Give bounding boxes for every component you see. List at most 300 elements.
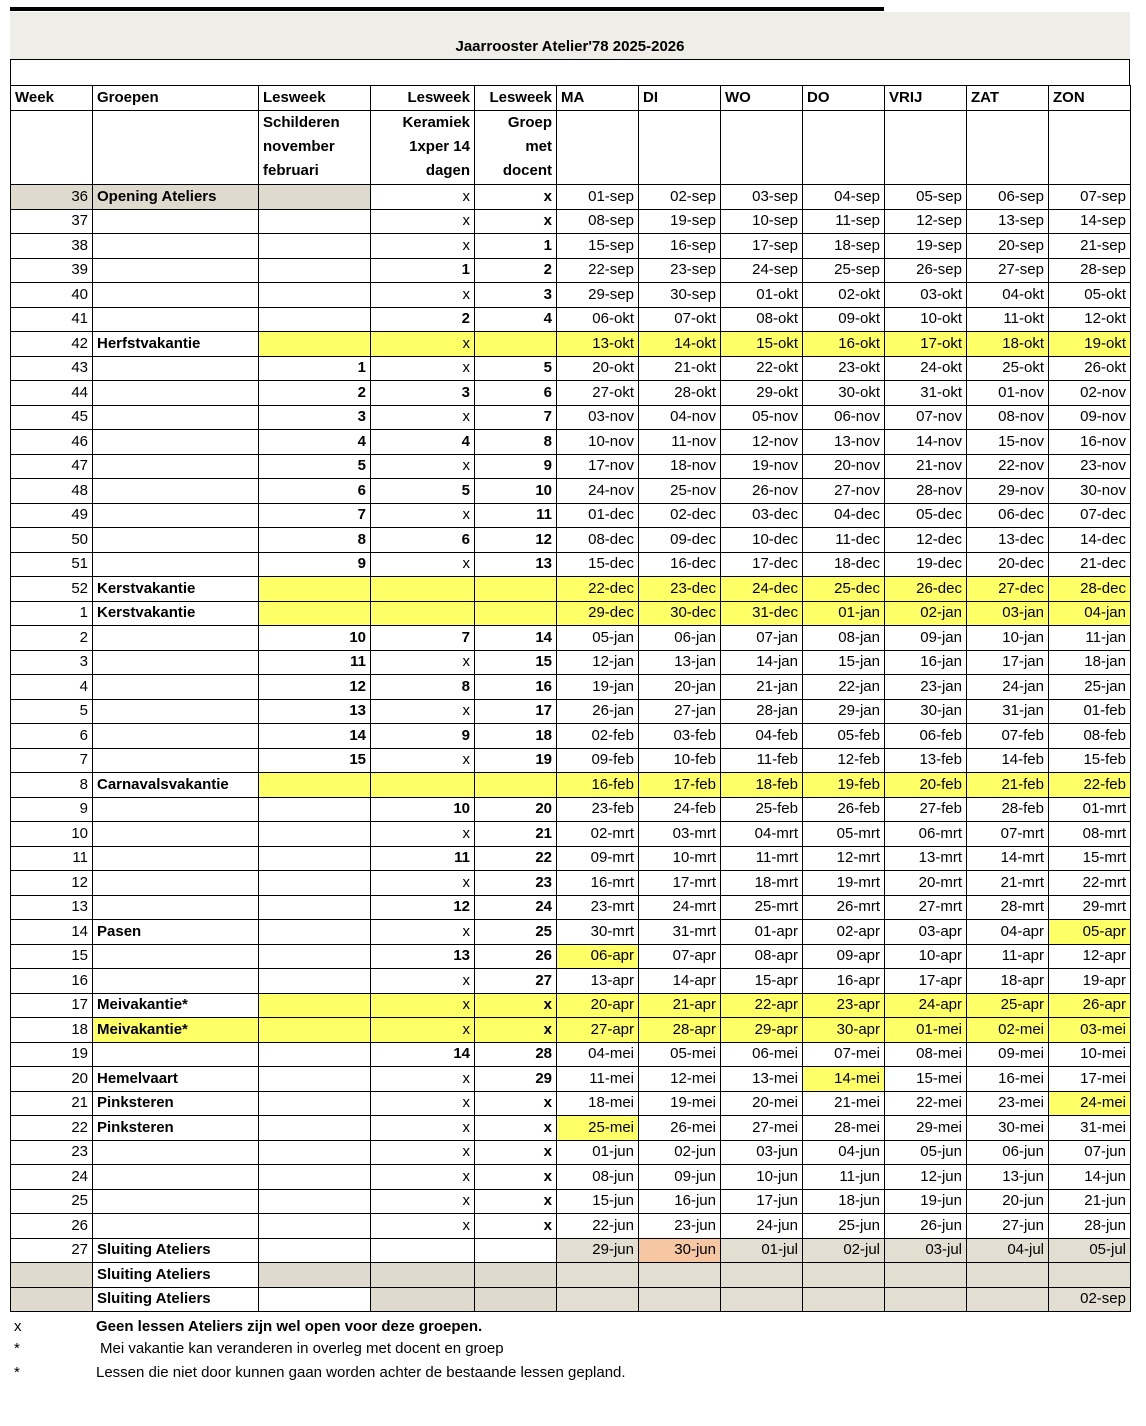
day-date: 03-jun — [721, 1140, 803, 1165]
day-date: 09-mei — [967, 1042, 1049, 1067]
day-date: 19-nov — [721, 454, 803, 479]
schedule-row — [11, 1263, 1131, 1288]
day-date: 12-jan — [557, 650, 639, 675]
lesson-week: 13 — [371, 944, 475, 969]
group-name: Hemelvaart — [93, 1067, 259, 1092]
day-date: 24-nov — [557, 479, 639, 504]
day-date: 12-sep — [885, 209, 967, 234]
day-date: 27-okt — [557, 381, 639, 406]
day-date: 12-okt — [1049, 307, 1131, 332]
day-date: 17-nov — [557, 454, 639, 479]
group-name — [93, 724, 259, 749]
day-date: 14-nov — [885, 430, 967, 455]
day-date: 26-feb — [803, 797, 885, 822]
week-number: 6 — [11, 724, 93, 749]
day-date: 08-feb — [1049, 724, 1131, 749]
group-name — [93, 969, 259, 994]
day-date: 15-apr — [721, 969, 803, 994]
lesson-week: 21 — [475, 822, 557, 847]
day-date: 30-mei — [967, 1116, 1049, 1141]
lesson-week — [259, 871, 371, 896]
day-date: 11-apr — [967, 944, 1049, 969]
day-date — [967, 1287, 1049, 1312]
day-date: 16-sep — [639, 234, 721, 259]
day-date: 31-okt — [885, 381, 967, 406]
day-date: 14-jan — [721, 650, 803, 675]
day-date: 26-jan — [557, 699, 639, 724]
lesson-week: x — [371, 1214, 475, 1239]
lesson-week: 4 — [259, 430, 371, 455]
day-date: 29-mrt — [1049, 895, 1131, 920]
day-date: 16-apr — [803, 969, 885, 994]
lesson-week — [259, 1263, 371, 1288]
lesson-week: x — [371, 650, 475, 675]
day-date: 16-jan — [885, 650, 967, 675]
footnote-mark: * — [14, 1340, 20, 1357]
day-date: 06-jun — [967, 1140, 1049, 1165]
schedule-row — [11, 650, 1131, 675]
schedule-row — [11, 1165, 1131, 1190]
day-date: 11-sep — [803, 209, 885, 234]
day-date: 03-apr — [885, 920, 967, 945]
group-name: Meivakantie* — [93, 993, 259, 1018]
day-date: 25-dec — [803, 577, 885, 602]
day-date: 06-okt — [557, 307, 639, 332]
day-date: 26-apr — [1049, 993, 1131, 1018]
lesson-week: 29 — [475, 1067, 557, 1092]
day-date: 15-jan — [803, 650, 885, 675]
day-date: 13-dec — [967, 528, 1049, 553]
day-date: 24-sep — [721, 258, 803, 283]
day-date: 28-mei — [803, 1116, 885, 1141]
week-number: 15 — [11, 944, 93, 969]
day-date: 25-apr — [967, 993, 1049, 1018]
week-number — [11, 1263, 93, 1288]
column-header: MA — [557, 86, 639, 111]
day-date: 29-sep — [557, 283, 639, 308]
day-date: 02-okt — [803, 283, 885, 308]
group-name — [93, 307, 259, 332]
day-date: 15-sep — [557, 234, 639, 259]
group-name — [93, 258, 259, 283]
lesson-week: x — [371, 234, 475, 259]
group-name — [93, 846, 259, 871]
day-date: 18-jun — [803, 1189, 885, 1214]
day-date: 29-apr — [721, 1018, 803, 1043]
footnote-text: Mei vakantie kan veranderen in overleg met docent en groep — [100, 1340, 504, 1357]
lesson-week — [475, 773, 557, 798]
lesson-week: 20 — [475, 797, 557, 822]
lesson-week: 13 — [475, 552, 557, 577]
day-date: 28-okt — [639, 381, 721, 406]
day-date: 05-mrt — [803, 822, 885, 847]
day-date: 05-dec — [885, 503, 967, 528]
schedule-row — [11, 773, 1131, 798]
lesson-week — [259, 234, 371, 259]
day-date: 05-jul — [1049, 1238, 1131, 1263]
day-date: 09-apr — [803, 944, 885, 969]
lesson-week: 2 — [475, 258, 557, 283]
group-name — [93, 1189, 259, 1214]
day-date: 10-mrt — [639, 846, 721, 871]
day-date: 21-sep — [1049, 234, 1131, 259]
title-band — [10, 12, 1130, 59]
lesson-week: x — [371, 185, 475, 210]
day-date: 10-apr — [885, 944, 967, 969]
schedule-row — [11, 1140, 1131, 1165]
lesson-week: 5 — [371, 479, 475, 504]
day-date: 15-okt — [721, 332, 803, 357]
week-number: 19 — [11, 1042, 93, 1067]
lesson-week: 13 — [259, 699, 371, 724]
schedule-row — [11, 430, 1131, 455]
week-number: 12 — [11, 871, 93, 896]
day-date: 08-apr — [721, 944, 803, 969]
group-name — [93, 283, 259, 308]
column-header: DI — [639, 86, 721, 111]
schedule-row — [11, 479, 1131, 504]
day-date: 11-mei — [557, 1067, 639, 1092]
day-date: 31-jan — [967, 699, 1049, 724]
lesson-week: x — [475, 993, 557, 1018]
day-date: 17-mrt — [639, 871, 721, 896]
day-date: 01-mei — [885, 1018, 967, 1043]
day-date: 03-okt — [885, 283, 967, 308]
day-date: 01-okt — [721, 283, 803, 308]
lesson-week: 11 — [259, 650, 371, 675]
column-header: WO — [721, 86, 803, 111]
day-date: 18-mei — [557, 1091, 639, 1116]
week-number: 8 — [11, 773, 93, 798]
page-title: Jaarrooster Atelier'78 2025-2026 — [455, 38, 685, 55]
day-date: 05-feb — [803, 724, 885, 749]
lesson-week: 6 — [475, 381, 557, 406]
day-date: 20-feb — [885, 773, 967, 798]
day-date: 09-dec — [639, 528, 721, 553]
day-date: 16-mei — [967, 1067, 1049, 1092]
day-date: 17-feb — [639, 773, 721, 798]
day-date: 06-apr — [557, 944, 639, 969]
week-number: 16 — [11, 969, 93, 994]
day-date: 13-apr — [557, 969, 639, 994]
day-date: 22-jun — [557, 1214, 639, 1239]
day-date: 07-sep — [1049, 185, 1131, 210]
day-date: 10-mei — [1049, 1042, 1131, 1067]
week-number: 13 — [11, 895, 93, 920]
day-date: 09-mrt — [557, 846, 639, 871]
day-date: 24-okt — [885, 356, 967, 381]
day-date: 07-jan — [721, 626, 803, 651]
day-date: 23-feb — [557, 797, 639, 822]
lesson-week: 10 — [475, 479, 557, 504]
lesson-week: 7 — [475, 405, 557, 430]
schedule-row — [11, 920, 1131, 945]
day-date: 19-feb — [803, 773, 885, 798]
header-row — [11, 86, 1131, 111]
column-subheader — [721, 111, 803, 185]
lesson-week — [259, 601, 371, 626]
lesson-week — [371, 577, 475, 602]
group-name: Sluiting Ateliers — [93, 1287, 259, 1312]
day-date: 04-feb — [721, 724, 803, 749]
lesson-week: 16 — [475, 675, 557, 700]
week-number: 36 — [11, 185, 93, 210]
day-date: 29-nov — [967, 479, 1049, 504]
schedule-row — [11, 944, 1131, 969]
day-date — [557, 1263, 639, 1288]
week-number: 48 — [11, 479, 93, 504]
day-date: 25-jan — [1049, 675, 1131, 700]
schedule-row — [11, 528, 1131, 553]
lesson-week — [475, 1287, 557, 1312]
lesson-week — [259, 577, 371, 602]
week-number: 42 — [11, 332, 93, 357]
day-date: 20-sep — [967, 234, 1049, 259]
lesson-week — [259, 1116, 371, 1141]
lesson-week: 6 — [259, 479, 371, 504]
column-header: ZAT — [967, 86, 1049, 111]
schedule-row — [11, 381, 1131, 406]
day-date: 30-okt — [803, 381, 885, 406]
day-date: 23-mei — [967, 1091, 1049, 1116]
column-header: VRIJ — [885, 86, 967, 111]
schedule-row — [11, 552, 1131, 577]
day-date: 07-feb — [967, 724, 1049, 749]
lesson-week: x — [371, 1018, 475, 1043]
lesson-week: x — [371, 1116, 475, 1141]
schedule-row — [11, 748, 1131, 773]
day-date: 09-okt — [803, 307, 885, 332]
schedule-row — [11, 405, 1131, 430]
day-date: 12-nov — [721, 430, 803, 455]
day-date: 23-jun — [639, 1214, 721, 1239]
schedule-row — [11, 356, 1131, 381]
group-name: Pinksteren — [93, 1091, 259, 1116]
day-date: 19-mrt — [803, 871, 885, 896]
column-header: Groepen — [93, 86, 259, 111]
schedule-row — [11, 969, 1131, 994]
day-date: 14-apr — [639, 969, 721, 994]
day-date: 29-jun — [557, 1238, 639, 1263]
day-date: 08-nov — [967, 405, 1049, 430]
schedule-row — [11, 307, 1131, 332]
group-name — [93, 1214, 259, 1239]
day-date: 03-feb — [639, 724, 721, 749]
group-name: Carnavalsvakantie — [93, 773, 259, 798]
day-date: 19-jan — [557, 675, 639, 700]
schedule-row — [11, 258, 1131, 283]
week-number — [11, 1287, 93, 1312]
lesson-week: x — [475, 1091, 557, 1116]
lesson-week: 4 — [475, 307, 557, 332]
day-date: 23-nov — [1049, 454, 1131, 479]
day-date: 05-jun — [885, 1140, 967, 1165]
lesson-week: x — [475, 209, 557, 234]
day-date: 21-okt — [639, 356, 721, 381]
day-date: 04-mrt — [721, 822, 803, 847]
schedule-row — [11, 577, 1131, 602]
lesson-week — [259, 969, 371, 994]
schedule-row — [11, 1018, 1131, 1043]
day-date: 13-okt — [557, 332, 639, 357]
week-number: 5 — [11, 699, 93, 724]
day-date — [639, 1287, 721, 1312]
day-date: 03-dec — [721, 503, 803, 528]
week-number: 50 — [11, 528, 93, 553]
day-date: 27-mrt — [885, 895, 967, 920]
week-number: 4 — [11, 675, 93, 700]
schedule-row — [11, 1091, 1131, 1116]
day-date: 29-mei — [885, 1116, 967, 1141]
day-date: 14-okt — [639, 332, 721, 357]
lesson-week: x — [371, 969, 475, 994]
day-date: 07-okt — [639, 307, 721, 332]
schedule-table — [10, 85, 1131, 1312]
lesson-week: 11 — [475, 503, 557, 528]
day-date: 28-mrt — [967, 895, 1049, 920]
day-date: 08-dec — [557, 528, 639, 553]
day-date: 30-sep — [639, 283, 721, 308]
day-date: 26-nov — [721, 479, 803, 504]
schedule-row — [11, 283, 1131, 308]
day-date: 27-mei — [721, 1116, 803, 1141]
day-date: 02-jan — [885, 601, 967, 626]
group-name: Sluiting Ateliers — [93, 1263, 259, 1288]
lesson-week — [475, 577, 557, 602]
day-date: 17-jan — [967, 650, 1049, 675]
schedule-row — [11, 871, 1131, 896]
lesson-week: x — [371, 405, 475, 430]
footnote-mark: x — [14, 1318, 22, 1335]
day-date: 17-mei — [1049, 1067, 1131, 1092]
day-date: 19-okt — [1049, 332, 1131, 357]
day-date: 23-dec — [639, 577, 721, 602]
week-number: 1 — [11, 601, 93, 626]
lesson-week — [259, 1140, 371, 1165]
day-date: 17-dec — [721, 552, 803, 577]
lesson-week: 15 — [259, 748, 371, 773]
day-date: 31-mei — [1049, 1116, 1131, 1141]
day-date: 04-okt — [967, 283, 1049, 308]
day-date: 08-mrt — [1049, 822, 1131, 847]
group-name — [93, 405, 259, 430]
day-date: 01-jun — [557, 1140, 639, 1165]
day-date: 21-mrt — [967, 871, 1049, 896]
day-date — [885, 1287, 967, 1312]
group-name — [93, 871, 259, 896]
day-date: 03-jul — [885, 1238, 967, 1263]
schedule-row — [11, 1067, 1131, 1092]
footnote-mark: * — [14, 1364, 20, 1381]
day-date: 01-nov — [967, 381, 1049, 406]
day-date — [721, 1263, 803, 1288]
lesson-week — [259, 846, 371, 871]
lesson-week: 26 — [475, 944, 557, 969]
lesson-week: 9 — [475, 454, 557, 479]
week-number: 27 — [11, 1238, 93, 1263]
group-name — [93, 503, 259, 528]
day-date: 10-nov — [557, 430, 639, 455]
day-date: 13-nov — [803, 430, 885, 455]
day-date: 08-okt — [721, 307, 803, 332]
day-date: 27-sep — [967, 258, 1049, 283]
day-date: 22-jan — [803, 675, 885, 700]
day-date: 07-jun — [1049, 1140, 1131, 1165]
schedule-row — [11, 993, 1131, 1018]
day-date: 12-mrt — [803, 846, 885, 871]
day-date: 21-dec — [1049, 552, 1131, 577]
week-number: 14 — [11, 920, 93, 945]
day-date: 09-jun — [639, 1165, 721, 1190]
day-date: 05-mei — [639, 1042, 721, 1067]
day-date: 22-feb — [1049, 773, 1131, 798]
day-date: 04-apr — [967, 920, 1049, 945]
lesson-week — [371, 773, 475, 798]
group-name — [93, 895, 259, 920]
week-number: 38 — [11, 234, 93, 259]
lesson-week — [259, 822, 371, 847]
day-date: 22-dec — [557, 577, 639, 602]
lesson-week: x — [475, 1140, 557, 1165]
day-date: 26-dec — [885, 577, 967, 602]
lesson-week: 5 — [259, 454, 371, 479]
schedule-row — [11, 1238, 1131, 1263]
day-date: 28-feb — [967, 797, 1049, 822]
schedule-row — [11, 822, 1131, 847]
lesson-week: 9 — [259, 552, 371, 577]
day-date: 04-sep — [803, 185, 885, 210]
day-date: 20-mrt — [885, 871, 967, 896]
lesson-week: x — [371, 332, 475, 357]
day-date: 11-mrt — [721, 846, 803, 871]
group-name: Pasen — [93, 920, 259, 945]
lesson-week — [259, 1238, 371, 1263]
day-date: 04-nov — [639, 405, 721, 430]
column-subheader — [885, 111, 967, 185]
day-date: 18-nov — [639, 454, 721, 479]
day-date: 16-dec — [639, 552, 721, 577]
day-date: 05-okt — [1049, 283, 1131, 308]
day-date: 02-apr — [803, 920, 885, 945]
week-number: 24 — [11, 1165, 93, 1190]
day-date: 13-feb — [885, 748, 967, 773]
lesson-week — [259, 332, 371, 357]
lesson-week — [259, 307, 371, 332]
day-date: 15-mei — [885, 1067, 967, 1092]
week-number: 26 — [11, 1214, 93, 1239]
lesson-week: 8 — [259, 528, 371, 553]
lesson-week — [475, 601, 557, 626]
day-date: 16-feb — [557, 773, 639, 798]
day-date: 08-jun — [557, 1165, 639, 1190]
lesson-week: x — [371, 1091, 475, 1116]
day-date: 04-jun — [803, 1140, 885, 1165]
lesson-week: x — [371, 1165, 475, 1190]
column-header: Week — [11, 86, 93, 111]
lesson-week: x — [475, 1116, 557, 1141]
day-date: 24-dec — [721, 577, 803, 602]
day-date: 19-apr — [1049, 969, 1131, 994]
day-date: 04-jan — [1049, 601, 1131, 626]
day-date: 31-dec — [721, 601, 803, 626]
lesson-week — [371, 1263, 475, 1288]
week-number: 20 — [11, 1067, 93, 1092]
day-date: 12-jun — [885, 1165, 967, 1190]
lesson-week: 7 — [259, 503, 371, 528]
day-date: 11-jan — [1049, 626, 1131, 651]
day-date: 05-jan — [557, 626, 639, 651]
day-date: 28-jun — [1049, 1214, 1131, 1239]
